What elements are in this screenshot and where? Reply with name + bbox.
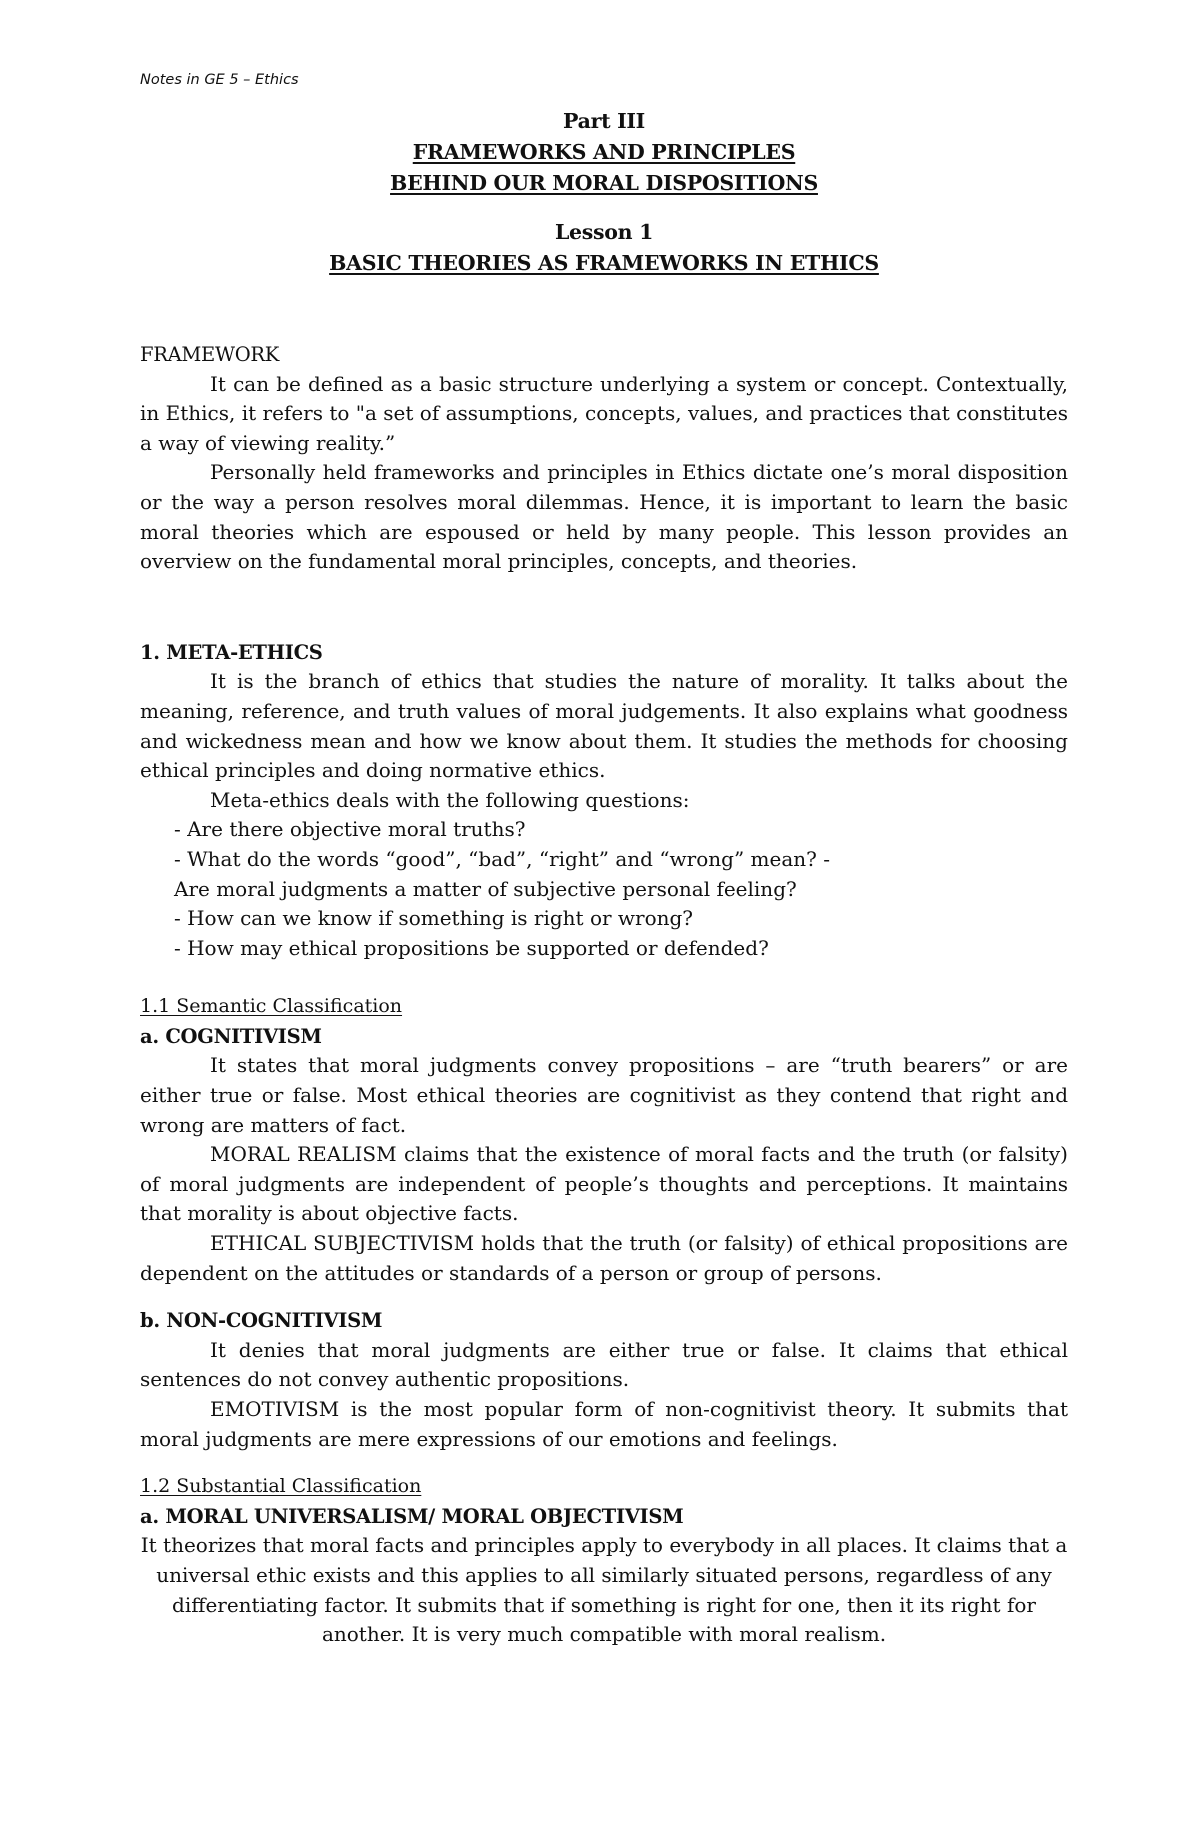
framework-section — [140, 340, 1068, 577]
framework-paragraph-1: It can be defined as a basic structure underlying a system or concept. Contextually, in Ethics, it refers to "a set of assumptions, concepts, values, and practices that constitutes a way of viewing reality.” — [140, 371, 1068, 455]
title-block — [140, 106, 1068, 279]
part-title-line1: FRAMEWORKS AND PRINCIPLES — [412, 140, 796, 164]
cognitivism-paragraph-3: ETHICAL SUBJECTIVISM holds that the truth (or falsity) of ethical propositions are dependent on the attitudes or standards of a person or group of persons. — [140, 1231, 1068, 1285]
list-item: - Are there objective moral truths? — [174, 817, 526, 842]
list-item: - What do the words “good”, “bad”, “right” and “wrong” mean? - — [174, 846, 830, 871]
meta-ethics-heading: 1. META-ETHICS — [140, 640, 323, 664]
non-cognitivism-paragraph-1: It denies that moral judgments are either true or false. It claims that ethical sentences do not convey authentic propositions. — [140, 1337, 1068, 1392]
lesson-label: Lesson 1 — [554, 220, 654, 244]
cognitivism-heading: a. COGNITIVISM — [140, 1024, 322, 1048]
meta-ethics-paragraph-1: It is the branch of ethics that studies the nature of morality. It talks about the meaning, reference, and truth values of moral judgements. It also explains what goodness and wickedness mean and how we know about them. It studies the methods for choosing ethical principles and doing normative ethics. — [140, 669, 1068, 783]
framework-heading: FRAMEWORK — [140, 343, 280, 366]
meta-ethics-section — [140, 638, 1068, 964]
semantic-classification-heading: 1.1 Semantic Classification — [140, 995, 403, 1018]
list-item: - How may ethical propositions be supported or defended? — [174, 935, 769, 960]
cognitivism-paragraph-2: MORAL REALISM claims that the existence of moral facts and the truth (or falsity) of moral judgments are independent of people’s thoughts and perceptions. It maintains that morality is about objective facts. — [140, 1142, 1068, 1226]
document-body — [140, 106, 1068, 1650]
lesson-title: BASIC THEORIES AS FRAMEWORKS IN ETHICS — [329, 251, 879, 275]
cognitivism-paragraph-1: It states that moral judgments convey propositions – are “truth bearers” or are either true or false. Most ethical theories are cognitivist as they contend that right and wrong are matters of fact. — [140, 1053, 1068, 1137]
running-header: Notes in GE 5 – Ethics — [140, 72, 299, 88]
meta-ethics-questions — [140, 815, 1068, 963]
list-item: - How can we know if something is right or wrong? — [174, 906, 694, 931]
part-label: Part III — [563, 109, 645, 133]
part-title-line2: BEHIND OUR MORAL DISPOSITIONS — [390, 171, 818, 195]
list-item: Are moral judgments a matter of subjective personal feeling? — [174, 876, 797, 901]
semantic-classification-section — [140, 992, 1068, 1454]
moral-universalism-paragraph: It theorizes that moral facts and principles apply to everybody in all places. It claims that a universal ethic exists and this applies to all similarly situated persons, regardless of any differentiating factor. It submits that if something is right for one, then it its right for another. It is very much compatible with moral realism. — [140, 1533, 1068, 1647]
meta-ethics-paragraph-2: Meta-ethics deals with the following questions: — [210, 787, 690, 812]
substantial-classification-heading: 1.2 Substantial Classification — [140, 1475, 422, 1498]
framework-paragraph-2: Personally held frameworks and principles in Ethics dictate one’s moral disposition or the way a person resolves moral dilemmas. Hence, it is important to learn the basic moral theories which are espoused or held by many people. This lesson provides an overview on the fundamental moral principles, concepts, and theories. — [140, 460, 1068, 574]
non-cognitivism-heading: b. NON-COGNITIVISM — [140, 1309, 383, 1333]
non-cognitivism-paragraph-2: EMOTIVISM is the most popular form of non-cognitivist theory. It submits that moral judgments are mere expressions of our emotions and feelings. — [140, 1397, 1068, 1451]
moral-universalism-heading: a. MORAL UNIVERSALISM/ MORAL OBJECTIVISM — [140, 1504, 684, 1528]
substantial-classification-section — [140, 1472, 1068, 1650]
